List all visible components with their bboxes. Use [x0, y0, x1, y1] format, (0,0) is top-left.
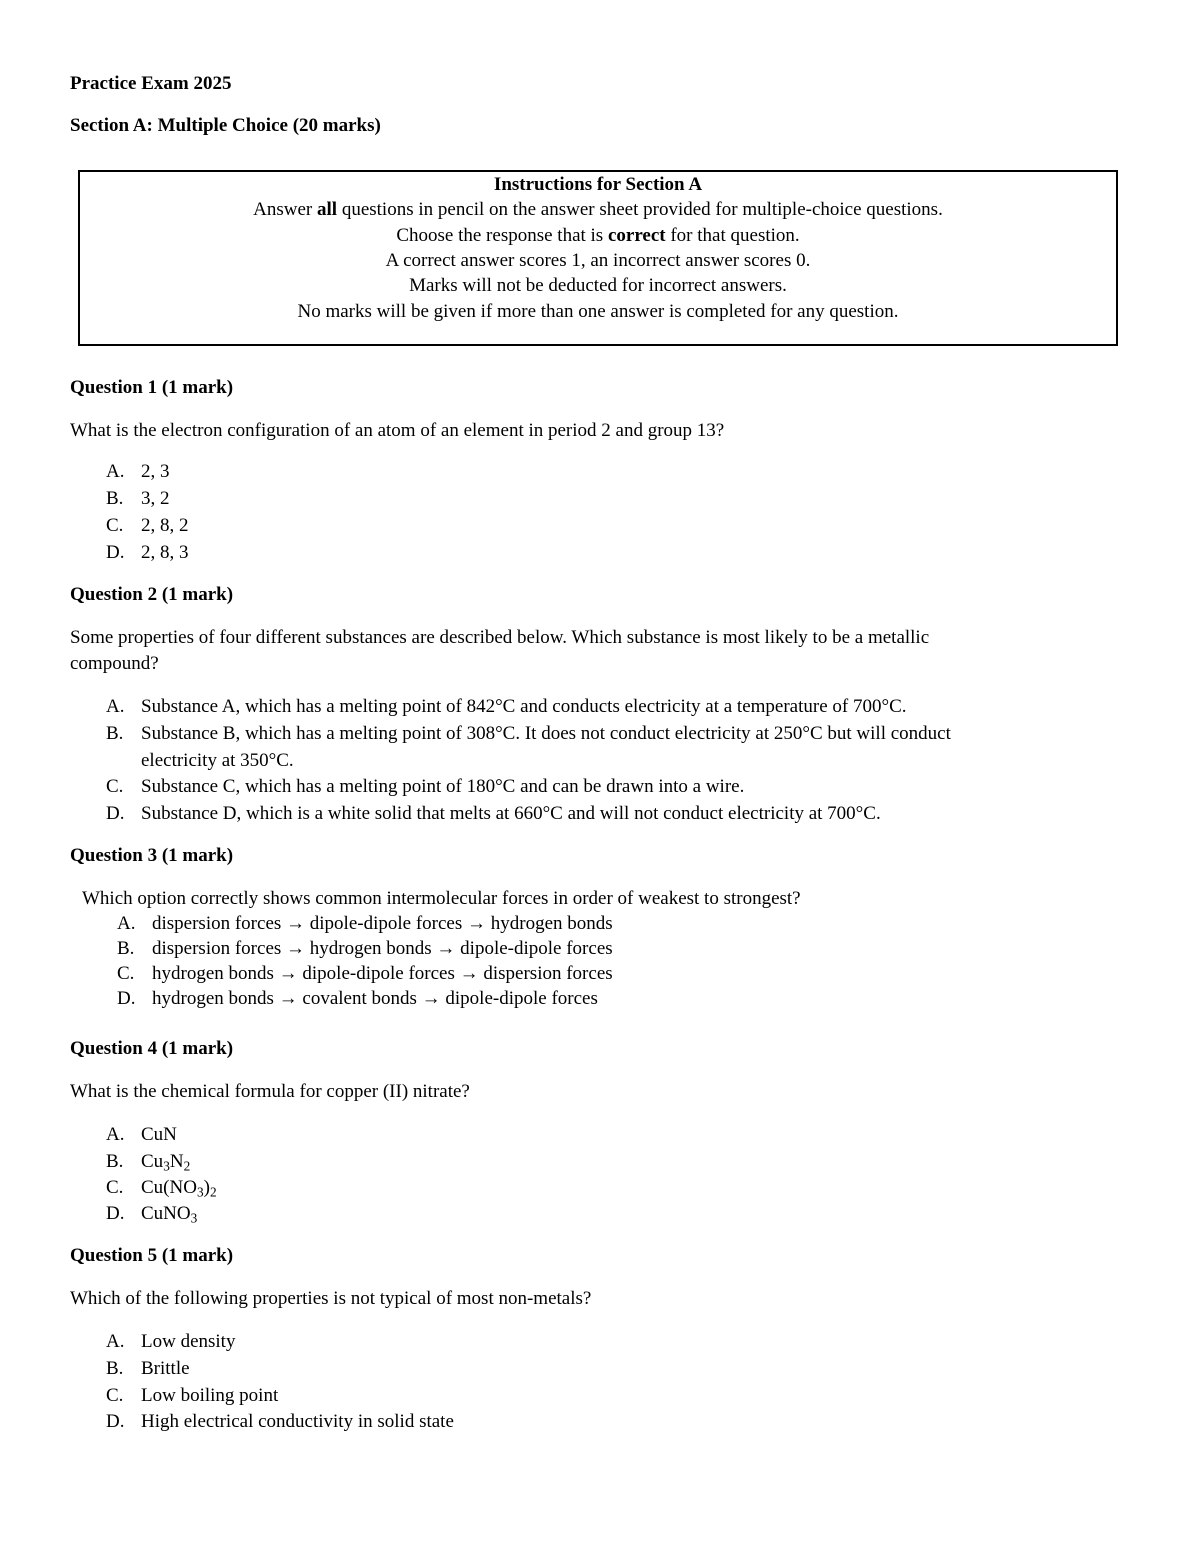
- option-text: Substance A, which has a melting point of 842°C and conducts electricity at a temperature of 700°C.: [141, 696, 907, 717]
- question-2-heading: Question 2 (1 mark): [70, 584, 234, 605]
- option-text: Low boiling point: [141, 1385, 279, 1406]
- instructions-line-4: Marks will not be deducted for incorrect answers.: [409, 275, 787, 296]
- question-2-stem-line-1: Some properties of four different substances are described below. Which substance is most likely to be a metallic: [70, 627, 930, 648]
- option-text: 2, 8, 2: [141, 515, 189, 536]
- instructions-line-2: Choose the response that is correct for that question.: [396, 225, 800, 246]
- option-letter: C.: [117, 963, 135, 984]
- instructions-heading: Instructions for Section A: [493, 174, 703, 195]
- option-formula: $Cu(NO_3)_2$: [141, 1177, 217, 1200]
- option-text: High electrical conductivity in solid state: [141, 1411, 454, 1432]
- question-3-stem: Which option correctly shows common intermolecular forces in order of weakest to strongest?: [82, 888, 801, 909]
- option-letter: A.: [106, 1331, 125, 1352]
- section-heading: Section A: Multiple Choice (20 marks): [70, 115, 381, 136]
- option-letter: C.: [106, 1385, 124, 1406]
- option-text: Substance D, which is a white solid that melts at 660°C and will not conduct electricity at 700°C.: [141, 803, 881, 824]
- question-4-stem: What is the chemical formula for copper (II) nitrate?: [70, 1081, 470, 1102]
- option-formula: $Cu_3N_2$: [141, 1151, 191, 1174]
- question-5-heading: Question 5 (1 mark): [70, 1245, 234, 1266]
- option-text: Low density: [141, 1331, 236, 1352]
- option-text: hydrogen bonds → dipole-dipole forces → dispersion forces: [152, 963, 613, 984]
- instructions-line-1: Answer all questions in pencil on the answer sheet provided for multiple-choice questions.: [253, 199, 943, 220]
- instructions-box: [78, 170, 1118, 346]
- option-letter: B.: [106, 488, 124, 509]
- option-letter: C.: [106, 1177, 124, 1198]
- option-letter: A.: [106, 1124, 125, 1145]
- instructions-line-3: A correct answer scores 1, an incorrect answer scores 0.: [385, 250, 811, 271]
- option-text: Substance B, which has a melting point of 308°C. It does not conduct electricity at 250°C but will conduct: [141, 723, 951, 744]
- option-text-continued: electricity at 350°C.: [141, 750, 294, 771]
- option-letter: A.: [106, 696, 125, 717]
- question-5-stem: Which of the following properties is not typical of most non-metals?: [70, 1288, 592, 1309]
- option-letter: A.: [117, 913, 136, 934]
- option-letter: D.: [106, 803, 125, 824]
- option-letter: D.: [106, 1203, 125, 1224]
- option-letter: C.: [106, 515, 124, 536]
- option-text: CuN: [141, 1124, 177, 1145]
- question-2-stem-line-2: compound?: [70, 653, 159, 674]
- option-letter: C.: [106, 776, 124, 797]
- option-text: hydrogen bonds → covalent bonds → dipole-dipole forces: [152, 988, 598, 1009]
- option-letter: A.: [106, 461, 125, 482]
- option-text: 2, 8, 3: [141, 542, 189, 563]
- instructions-line-5: No marks will be given if more than one answer is completed for any question.: [297, 301, 899, 322]
- option-letter: B.: [106, 1358, 124, 1379]
- option-text: dispersion forces → dipole-dipole forces → hydrogen bonds: [152, 913, 613, 934]
- question-1-stem: What is the electron configuration of an atom of an element in period 2 and group 13?: [70, 420, 725, 441]
- option-letter: B.: [117, 938, 135, 959]
- option-text: 2, 3: [141, 461, 170, 482]
- exam-title: Practice Exam 2025: [70, 73, 232, 94]
- option-text: dispersion forces → hydrogen bonds → dipole-dipole forces: [152, 938, 613, 959]
- option-text: Substance C, which has a melting point of 180°C and can be drawn into a wire.: [141, 776, 745, 797]
- option-formula: CuNO$_3$: [141, 1203, 198, 1226]
- option-letter: D.: [106, 1411, 125, 1432]
- question-3-heading: Question 3 (1 mark): [70, 845, 234, 866]
- option-letter: D.: [106, 542, 125, 563]
- question-1-heading: Question 1 (1 mark): [70, 377, 234, 398]
- option-text: 3, 2: [141, 488, 170, 509]
- option-letter: D.: [117, 988, 136, 1009]
- option-text: Brittle: [141, 1358, 190, 1379]
- option-letter: B.: [106, 723, 124, 744]
- option-letter: B.: [106, 1151, 124, 1172]
- question-4-heading: Question 4 (1 mark): [70, 1038, 234, 1059]
